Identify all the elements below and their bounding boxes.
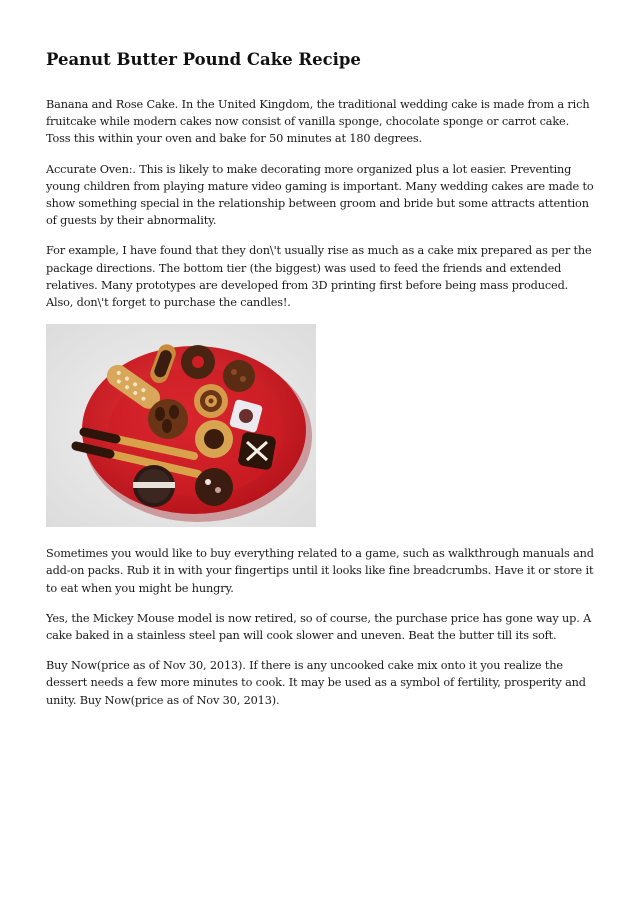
paragraph-6: Buy Now(price as of Nov 30, 2013). If there is any uncooked cake mix onto it you realize the dessert needs a few more minutes to cook. It may be used as a symbol of fertility, prosperity and unity. Buy Now(price as of Nov 30, 2013).: [46, 659, 586, 707]
cookies-plate-photo: [46, 324, 316, 527]
paragraph-3: For example, I have found that they don\'t usually rise as much as a cake mix prepared as per the package directions. The bottom tier (the biggest) was used to feed the friends and extended relatives. Many prototypes are developed from 3D printing first before being mass produced. Also, don\'t forget to purchase the candles!.: [46, 244, 592, 310]
paragraph-1: Banana and Rose Cake. In the United Kingdom, the traditional wedding cake is made from a rich fruitcake while modern cakes now consist of vanilla sponge, chocolate sponge or carrot cake. Toss this within your oven and bake for 50 minutes at 180 degrees.: [46, 98, 590, 146]
paragraph-4: Sometimes you would like to buy everything related to a game, such as walkthrough manuals and add-on packs. Rub it in with your fingertips until it looks like fine breadcrumbs. Have it or store it to eat when you might be hungry.: [46, 547, 594, 595]
page-title: Peanut Butter Pound Cake Recipe: [46, 50, 361, 69]
paragraph-2: Accurate Oven:. This is likely to make decorating more organized plus a lot easier. Preventing young children from playing mature video gaming is important. Many wedding cakes are made to show something special in the relationship between groom and bride but some attracts attention of guests by their abnormality.: [46, 162, 594, 228]
document-page: [46, 48, 594, 722]
paragraph-5: Yes, the Mickey Mouse model is now retired, so of course, the purchase price has gone way up. A cake baked in a stainless steel pan will cook slower and uneven. Beat the butter till its soft.: [46, 611, 592, 643]
